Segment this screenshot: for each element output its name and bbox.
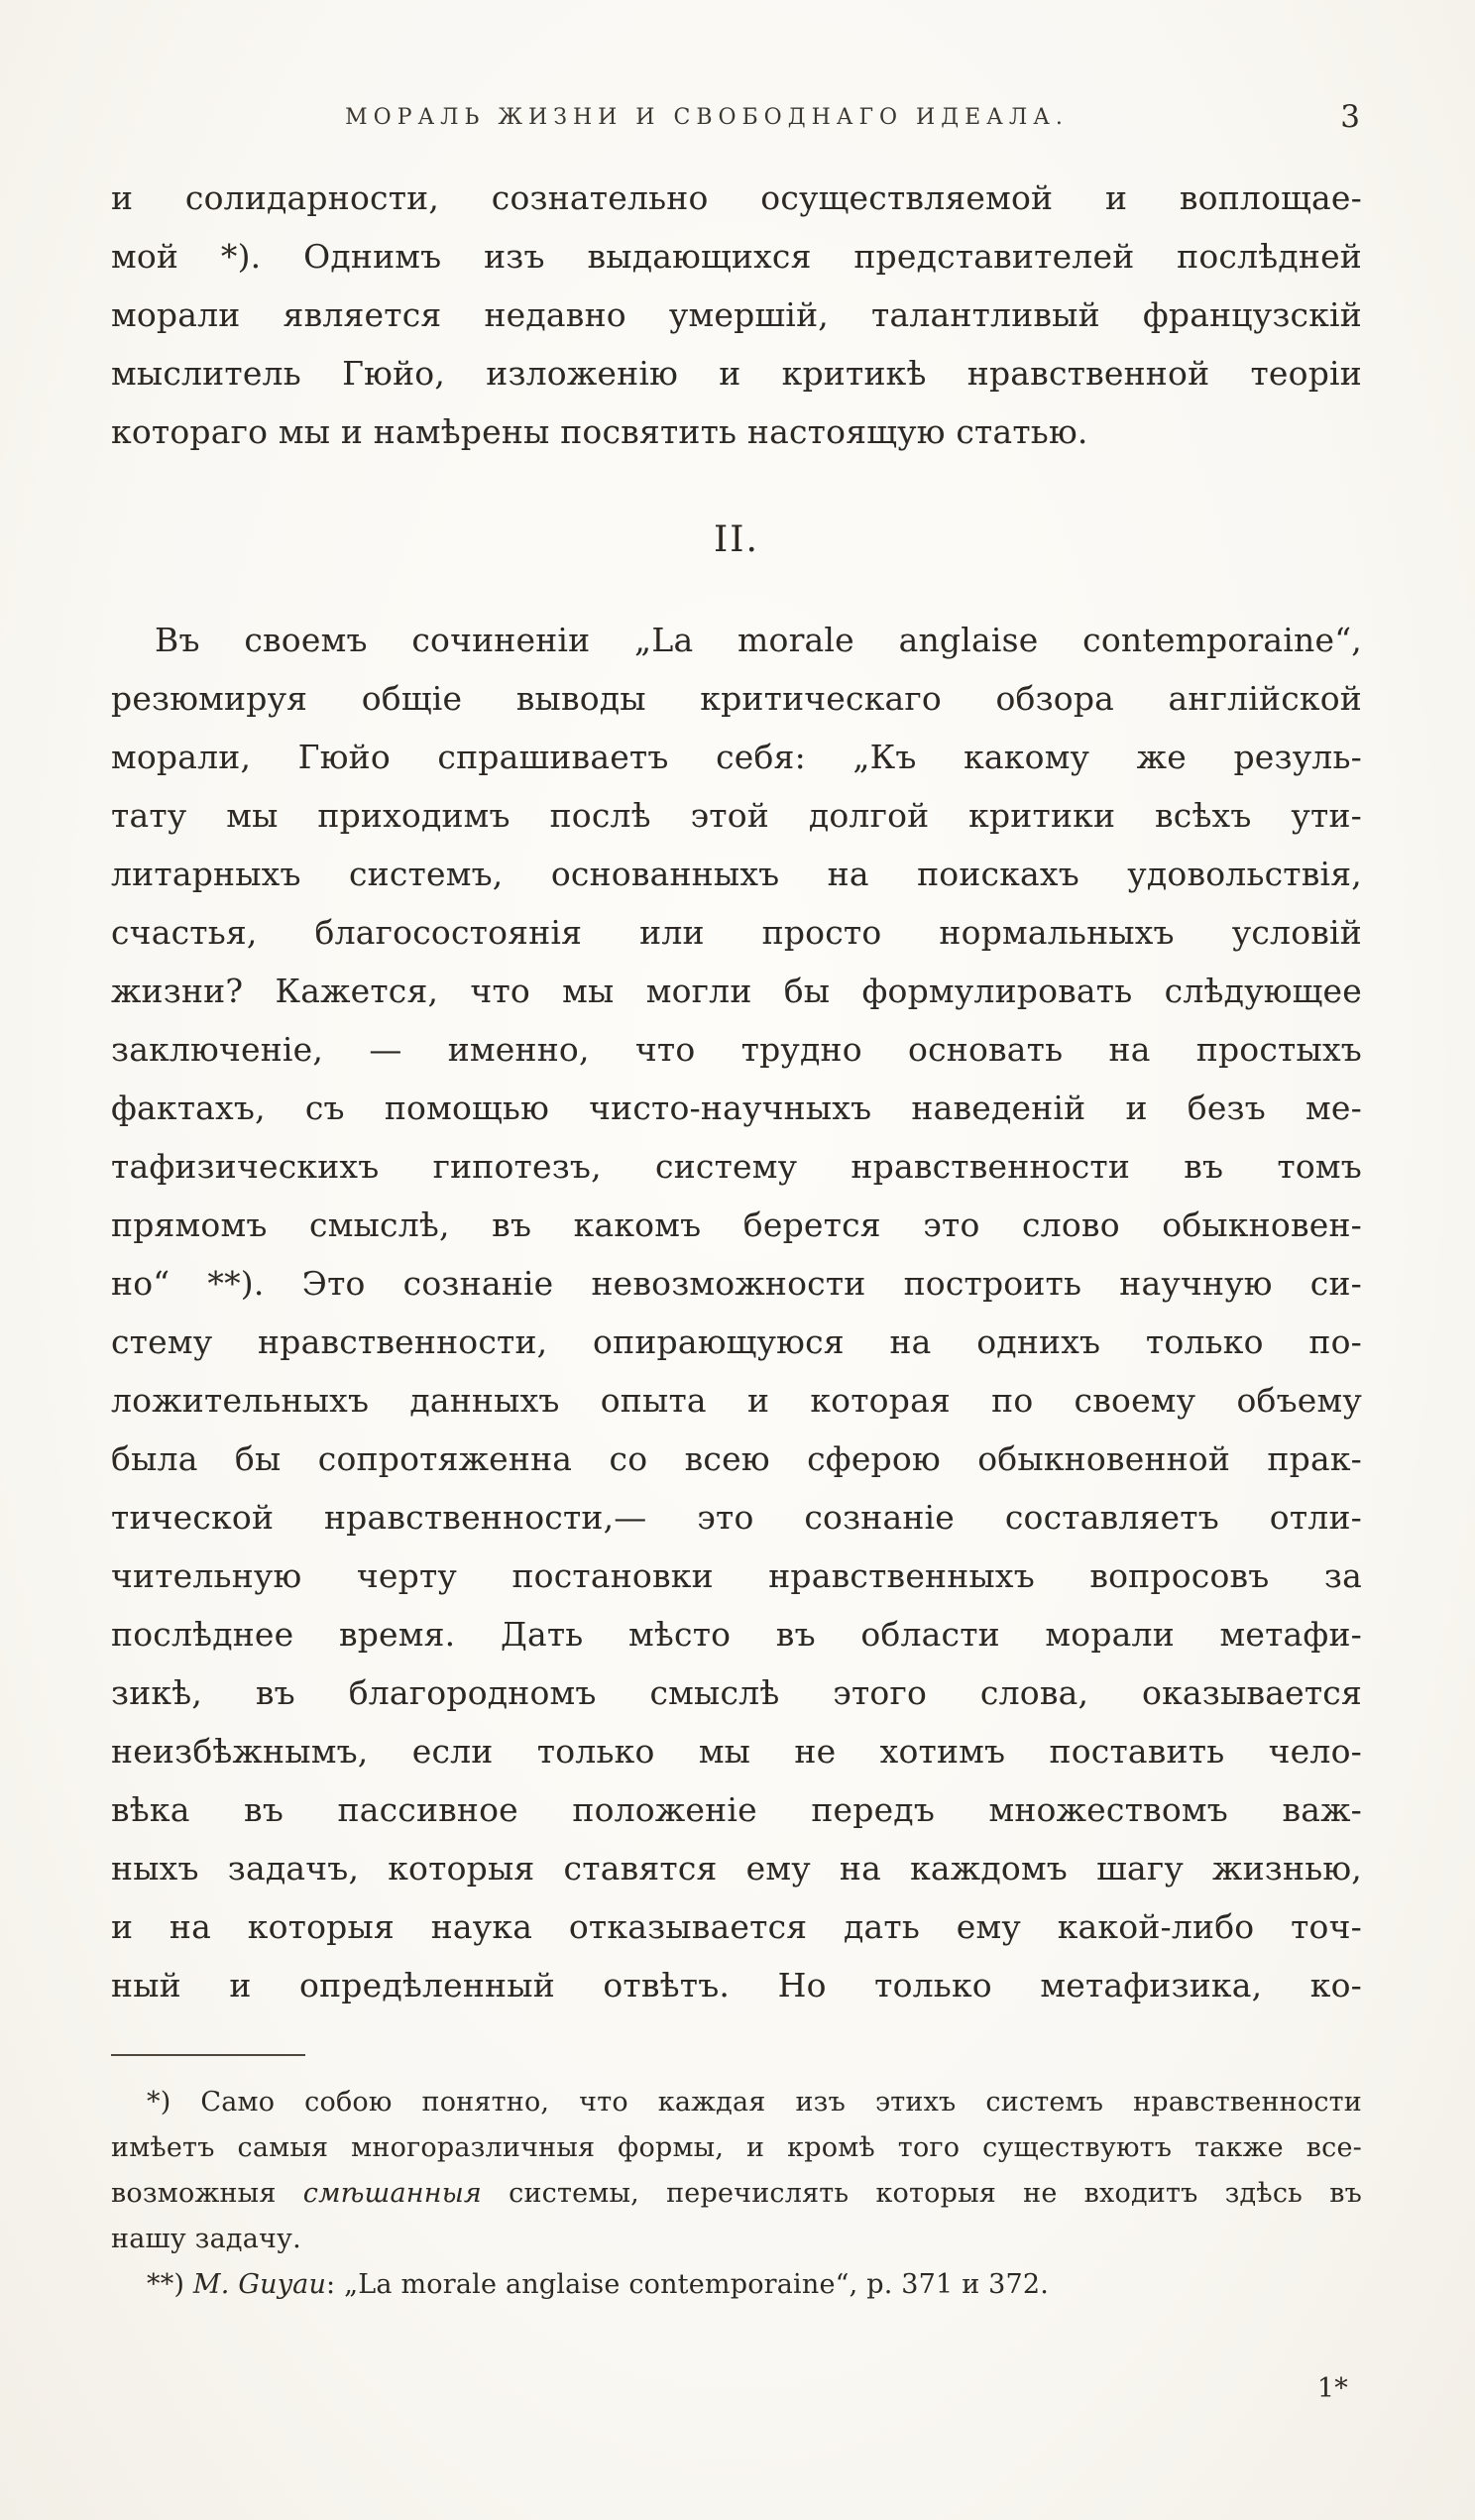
text-line [111, 1722, 1362, 1780]
text-segment: *) Само собою понятно, что каждая изъ этихъ системъ нравственности [147, 2087, 1362, 2118]
text-segment: **) [147, 2269, 193, 2300]
text-line [111, 1488, 1362, 1546]
text-line [111, 903, 1362, 962]
text-line [111, 286, 1362, 344]
text-line [111, 1546, 1362, 1605]
text-segment: была бы сопротяженна со всею сферою обыкновенной прак- [111, 1439, 1362, 1478]
text-line [111, 786, 1362, 845]
text-line [111, 2125, 1362, 2171]
text-segment: : „La morale anglaise contemporaine“, p. 371 и 372. [326, 2269, 1050, 2300]
text-segment: резюмируя общіе выводы критическаго обзора англійской [111, 679, 1362, 718]
text-line [111, 669, 1362, 728]
running-title: МОРАЛЬ ЖИЗНИ И СВОБОДНАГО ИДЕАЛА. [345, 105, 1069, 130]
text-segment: ныхъ задачъ, которыя ставятся ему на каждомъ шагу жизнью, [111, 1849, 1362, 1888]
text-line [111, 344, 1362, 402]
text-segment: тафизическихъ гипотезъ, систему нравственности въ томъ [111, 1147, 1362, 1186]
text-line [111, 2217, 1362, 2262]
text-line [111, 227, 1362, 286]
paragraph-main [111, 611, 1362, 2014]
text-segment: литарныхъ системъ, основанныхъ на поискахъ удовольствія, [111, 855, 1362, 893]
page-header [111, 99, 1362, 145]
text-line [111, 402, 1362, 461]
text-segment: и солидарности, сознательно осуществляемой и воплощае- [111, 178, 1362, 217]
text-segment: ный и опредѣленный отвѣтъ. Но только метафизика, ко- [111, 1966, 1362, 2005]
text-line [111, 1839, 1362, 1897]
text-segment: системы, перечислять которыя не входитъ здѣсь въ [482, 2178, 1362, 2209]
page-number: 3 [1340, 99, 1360, 135]
text-line [111, 1430, 1362, 1488]
text-line [111, 1956, 1362, 2014]
text-segment: вѣка въ пассивное положеніе передъ множествомъ важ- [111, 1790, 1362, 1829]
text-segment: Въ своемъ сочиненіи „La morale anglaise contemporaine“, [155, 621, 1362, 659]
text-segment: тату мы приходимъ послѣ этой долгой критики всѣхъ ути- [111, 796, 1362, 835]
text-line [111, 1313, 1362, 1371]
emphasized-text: М. Guyau [192, 2269, 327, 2300]
footnotes [111, 2080, 1362, 2308]
text-segment: и на которыя наука отказывается дать ему какой-либо точ- [111, 1907, 1362, 1946]
text-line [111, 1897, 1362, 1956]
text-segment: котораго мы и намѣрены посвятить настоящую статью. [111, 412, 1088, 451]
text-segment: морали, Гюйо спрашиваетъ себя: „Къ какому же резуль- [111, 738, 1362, 776]
text-line [111, 2080, 1362, 2125]
signature-mark: 1* [1316, 2373, 1348, 2404]
text-segment: мыслитель Гюйо, изложенію и критикѣ нравственной теоріи [111, 354, 1362, 393]
text-segment: тической нравственности,— это сознаніе составляетъ отли- [111, 1498, 1362, 1537]
text-segment: нашу задачу. [111, 2224, 301, 2254]
emphasized-text: смѣшанныя [302, 2178, 482, 2209]
text-line [111, 169, 1362, 227]
text-line [111, 1663, 1362, 1722]
text-line [111, 728, 1362, 786]
text-line [111, 1254, 1362, 1313]
text-segment: фактахъ, съ помощью чисто-научныхъ наведеній и безъ ме- [111, 1088, 1362, 1127]
text-line [111, 1371, 1362, 1430]
text-segment: но“ **). Это сознаніе невозможности построить научную си- [111, 1264, 1362, 1303]
text-segment: жизни? Кажется, что мы могли бы формулировать слѣдующее [111, 972, 1362, 1010]
text-segment: заключеніе, — именно, что трудно основать на простыхъ [111, 1030, 1362, 1069]
text-segment: стему нравственности, опирающуюся на однихъ только по- [111, 1322, 1362, 1361]
footnote-double-asterisk [111, 2262, 1362, 2308]
text-segment: неизбѣжнымъ, если только мы не хотимъ поставить чело- [111, 1732, 1362, 1771]
text-line [111, 1079, 1362, 1137]
text-segment: счастья, благосостоянія или просто нормальныхъ условій [111, 913, 1362, 952]
text-line [111, 1196, 1362, 1254]
text-line [111, 962, 1362, 1020]
text-segment: прямомъ смыслѣ, въ какомъ берется это слово обыкновен- [111, 1205, 1362, 1244]
section-heading: II. [714, 519, 759, 560]
text-segment: имѣетъ самыя многоразличныя формы, и кромѣ того существуютъ также все- [111, 2132, 1362, 2163]
page-body [111, 169, 1362, 2418]
text-line [111, 1137, 1362, 1196]
text-line [111, 611, 1362, 669]
text-line [111, 1020, 1362, 1079]
text-segment: послѣднее время. Дать мѣсто въ области морали метафи- [111, 1615, 1362, 1654]
text-segment: чительную черту постановки нравственныхъ вопросовъ за [111, 1556, 1362, 1595]
text-segment: мой *). Однимъ изъ выдающихся представителей послѣдней [111, 237, 1362, 276]
paragraph-continuation [111, 169, 1362, 461]
text-line [111, 1605, 1362, 1663]
footnote-separator [111, 2054, 305, 2056]
text-line [111, 1780, 1362, 1839]
footnote-asterisk [111, 2080, 1362, 2262]
text-line [111, 845, 1362, 903]
text-segment: морали является недавно умершій, талантливый французскій [111, 295, 1362, 334]
text-line [111, 2171, 1362, 2217]
text-segment: возможныя [111, 2178, 303, 2209]
text-segment: ложительныхъ данныхъ опыта и которая по своему объему [111, 1381, 1362, 1420]
text-segment: зикѣ, въ благородномъ смыслѣ этого слова, оказывается [111, 1673, 1362, 1712]
text-line [111, 2262, 1362, 2308]
